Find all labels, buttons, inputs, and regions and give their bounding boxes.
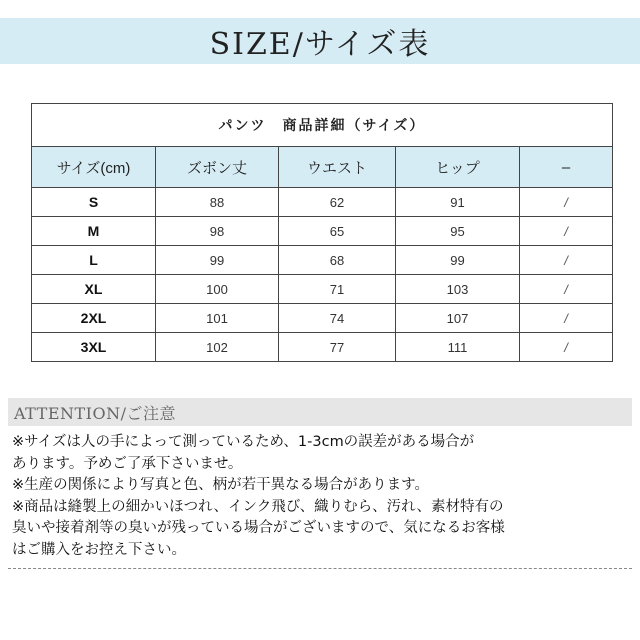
header-hip: ヒップ bbox=[396, 147, 520, 188]
extra-cell: / bbox=[520, 246, 613, 275]
size-cell: 3XL bbox=[32, 333, 156, 362]
inseam-cell: 99 bbox=[156, 246, 279, 275]
table-row bbox=[32, 217, 613, 246]
table-row bbox=[32, 246, 613, 275]
hip-cell: 91 bbox=[396, 188, 520, 217]
table-caption: パンツ 商品詳細（サイズ） bbox=[32, 104, 613, 147]
header-blank: – bbox=[520, 147, 613, 188]
inseam-cell: 101 bbox=[156, 304, 279, 333]
hip-cell: 99 bbox=[396, 246, 520, 275]
note-line: ※生産の関係により写真と色、柄が若干異なる場合があります。 bbox=[12, 477, 429, 494]
header-waist: ウエスト bbox=[279, 147, 396, 188]
note-line: ※商品は縫製上の細かいほつれ、インク飛び、織りむら、汚れ、素材特有の bbox=[12, 498, 504, 515]
attention-title: ATTENTION/ご注意 bbox=[14, 403, 177, 423]
note-line: ※サイズは人の手によって測っているため、1-3cmの誤差がある場合が bbox=[12, 434, 475, 450]
waist-cell: 68 bbox=[279, 246, 396, 275]
table-row bbox=[32, 188, 613, 217]
hip-cell: 107 bbox=[396, 304, 520, 333]
inseam-cell: 100 bbox=[156, 275, 279, 304]
header-size: サイズ(cm) bbox=[32, 147, 156, 188]
note-line: 臭いや接着剤等の臭いが残っている場合がございますので、気になるお客様 bbox=[12, 520, 505, 537]
attention-banner bbox=[8, 398, 632, 426]
size-chart-title: SIZE/サイズ表 bbox=[209, 27, 431, 62]
table-row bbox=[32, 333, 613, 362]
waist-cell: 62 bbox=[279, 188, 396, 217]
waist-cell: 74 bbox=[279, 304, 396, 333]
note-line: はご購入をお控え下さい。 bbox=[12, 541, 186, 558]
attention-notes bbox=[12, 432, 632, 562]
extra-cell: / bbox=[520, 188, 613, 217]
inseam-cell: 98 bbox=[156, 217, 279, 246]
size-cell: M bbox=[32, 217, 156, 246]
size-table bbox=[31, 103, 613, 362]
size-chart-banner bbox=[0, 18, 640, 64]
size-cell: XL bbox=[32, 275, 156, 304]
table-header-row bbox=[32, 147, 613, 188]
hip-cell: 111 bbox=[396, 333, 520, 362]
extra-cell: / bbox=[520, 304, 613, 333]
hip-cell: 95 bbox=[396, 217, 520, 246]
inseam-cell: 102 bbox=[156, 333, 279, 362]
extra-cell: / bbox=[520, 333, 613, 362]
waist-cell: 65 bbox=[279, 217, 396, 246]
note-line: あります。予めご了承下さいませ。 bbox=[12, 455, 243, 472]
header-inseam: ズボン丈 bbox=[156, 147, 279, 188]
extra-cell: / bbox=[520, 217, 613, 246]
inseam-cell: 88 bbox=[156, 188, 279, 217]
extra-cell: / bbox=[520, 275, 613, 304]
size-cell: L bbox=[32, 246, 156, 275]
bottom-divider bbox=[8, 568, 632, 569]
waist-cell: 71 bbox=[279, 275, 396, 304]
waist-cell: 77 bbox=[279, 333, 396, 362]
size-cell: 2XL bbox=[32, 304, 156, 333]
table-row bbox=[32, 304, 613, 333]
hip-cell: 103 bbox=[396, 275, 520, 304]
table-row bbox=[32, 275, 613, 304]
size-cell: S bbox=[32, 188, 156, 217]
